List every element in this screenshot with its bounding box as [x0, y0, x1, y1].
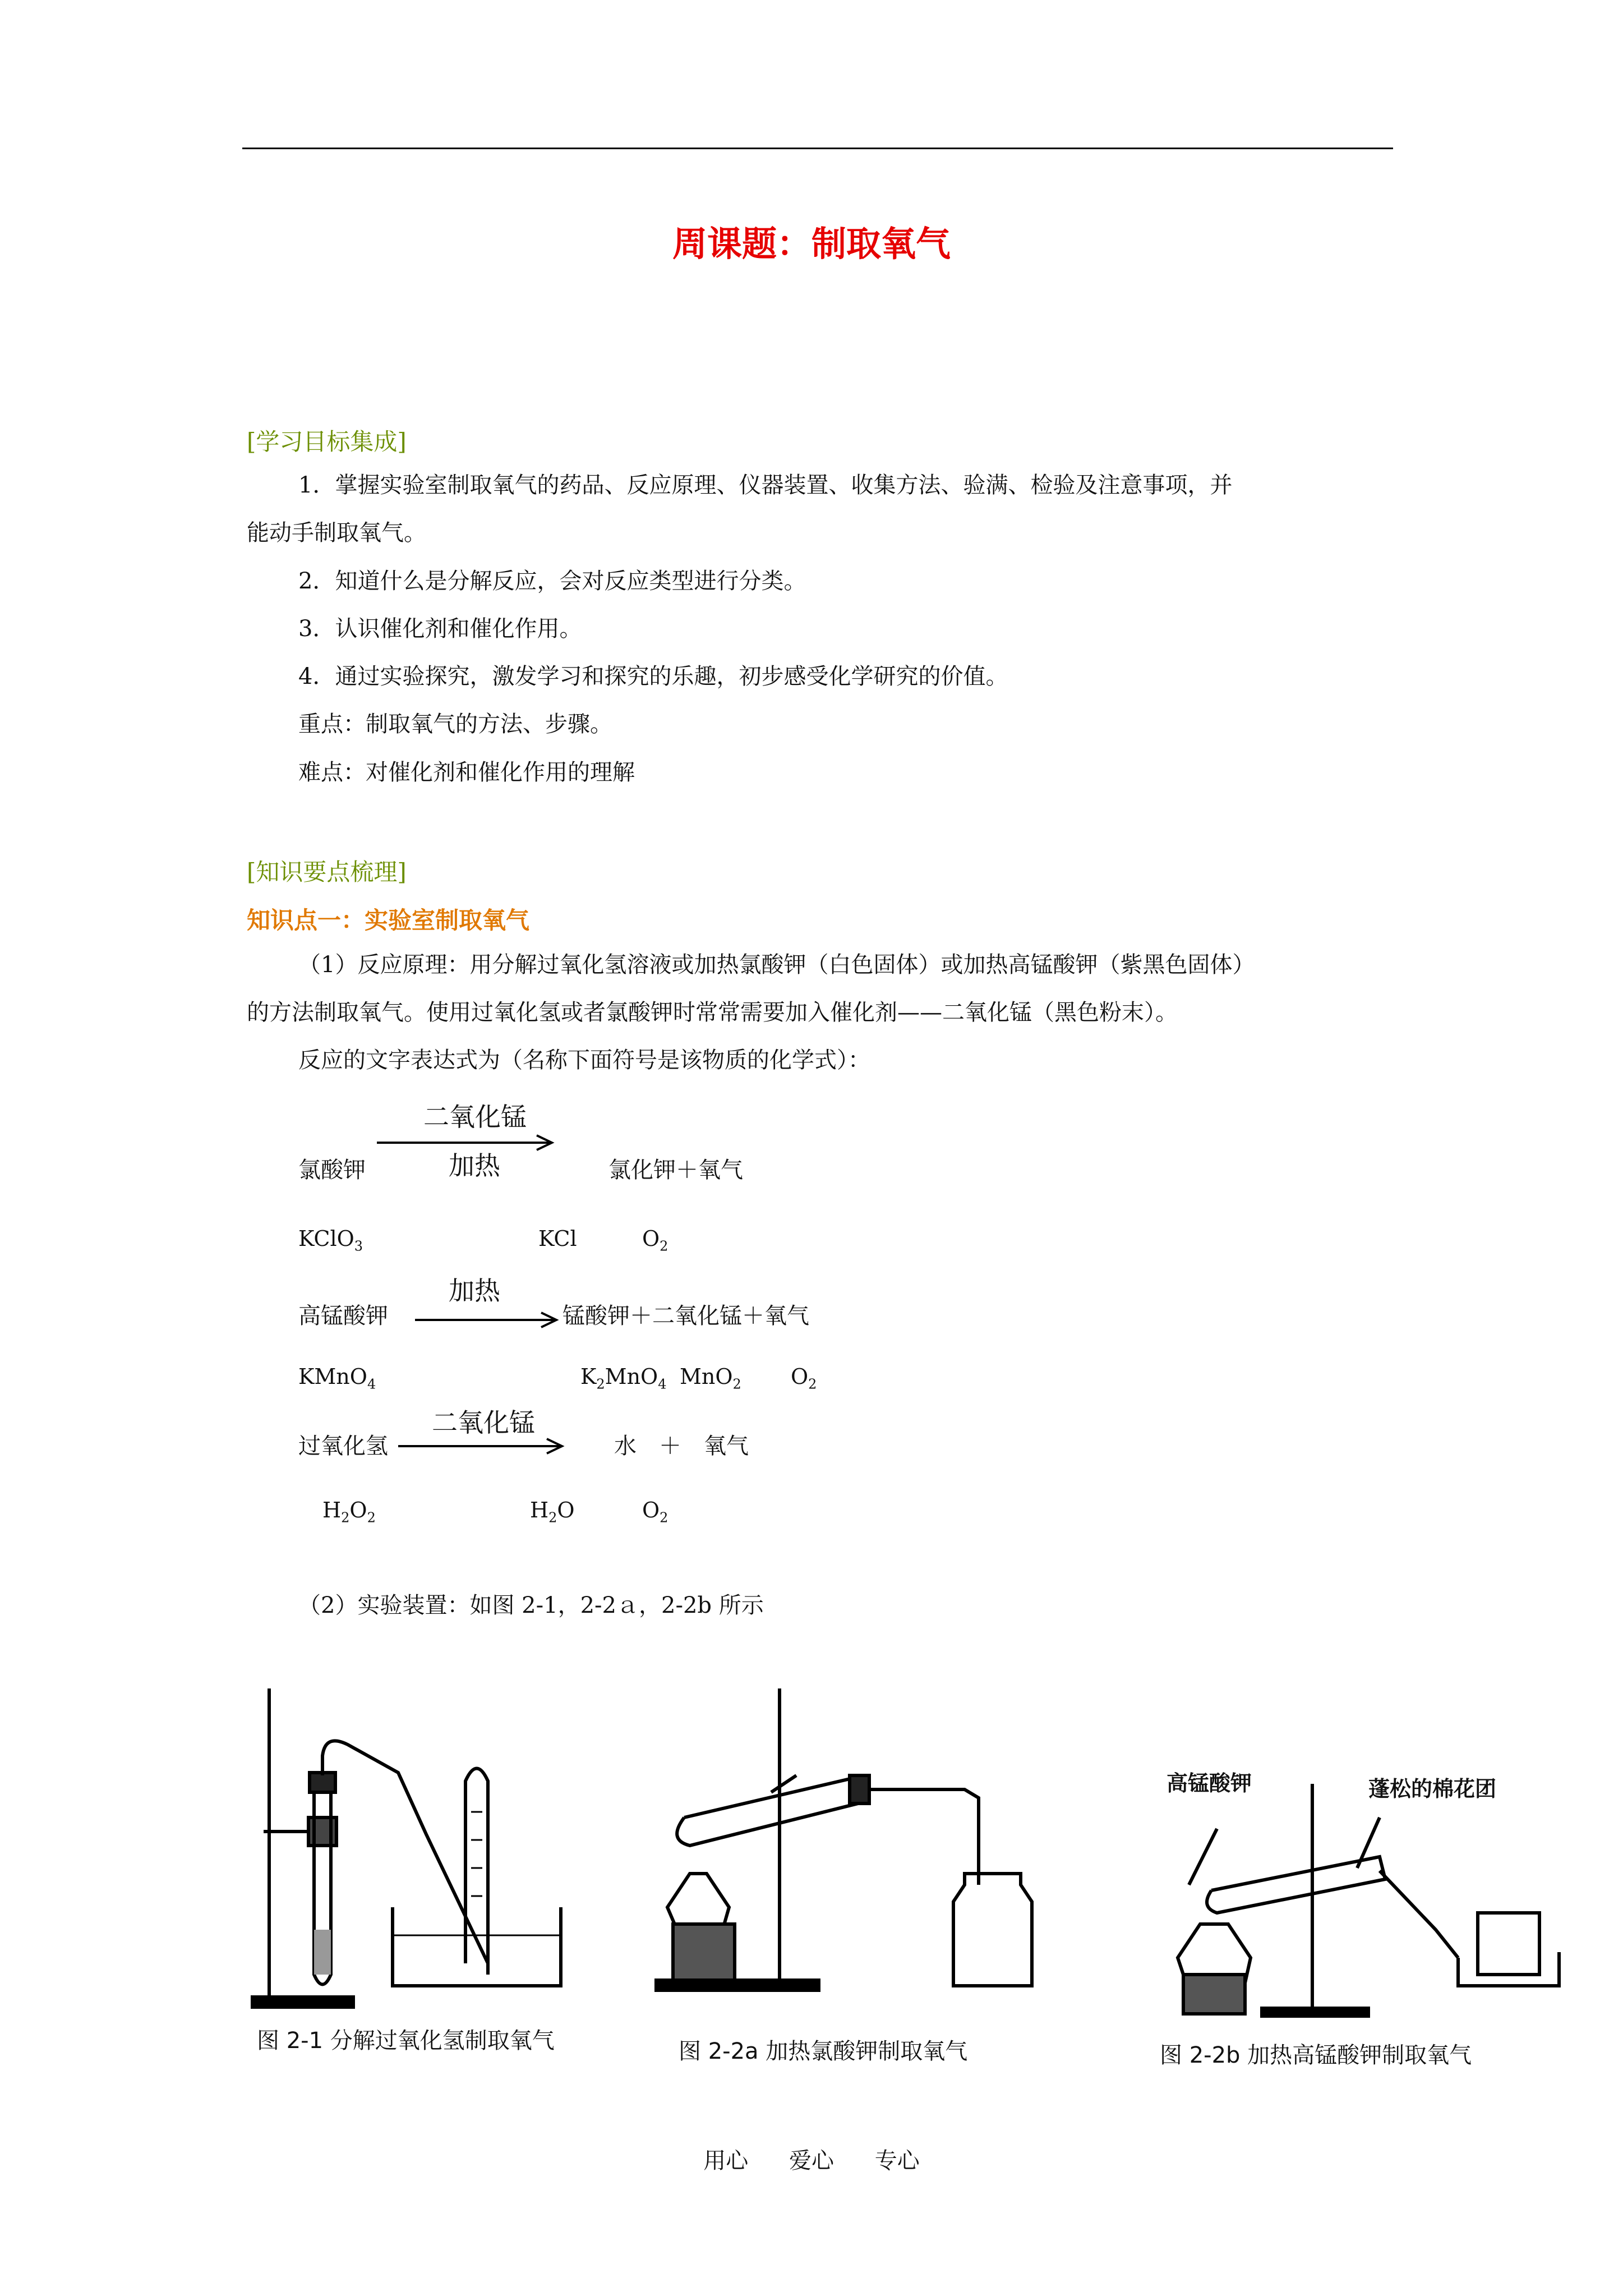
figure-2-2b-label-cotton: 蓬松的棉花团 — [1368, 1777, 1497, 1801]
reaction-3-formula-product: $O_2$ — [642, 1498, 668, 1526]
reaction-arrow — [415, 1312, 561, 1328]
principle-line-2: 的方法制取氧气。使用过氧化氢或者氯酸钾时常常需要加入催化剂——二氧化锰（黑色粉末）。 — [247, 1000, 1178, 1025]
reaction-1-formula-product: KCl — [538, 1226, 577, 1251]
figure-2-2a-apparatus-drawing — [651, 1683, 1054, 2003]
goal-item: 1．掌握实验室制取氧气的药品、反应原理、仪器装置、收集方法、验满、检验及注意事项，并 — [298, 472, 1233, 498]
reaction-3-catalyst: 二氧化锰 — [432, 1407, 535, 1438]
reaction-1-reactant: 氯酸钾 — [298, 1157, 366, 1183]
footer — [0, 2143, 1623, 2175]
principle-line-1: （1）反应原理：用分解过氧化氢溶液或加热氯酸钾（白色固体）或加热高锰酸钾（紫黑色固体） — [298, 952, 1255, 978]
goals-heading: [学习目标集成] — [247, 428, 407, 455]
key-point: 重点：制取氧气的方法、步骤。 — [298, 711, 612, 737]
apparatus-paragraph: （2）实验装置：如图 2-1，2-2ａ，2-2b 所示 — [298, 1593, 764, 1618]
footer-item: 专心 — [874, 2148, 920, 2174]
reaction-2-products: 锰酸钾＋二氧化锰＋氧气 — [562, 1303, 809, 1329]
reaction-2-formula-product: $K_2MnO_4$ — [580, 1364, 667, 1392]
goal-item: 能动手制取氧气。 — [247, 520, 426, 546]
reaction-1-catalyst: 二氧化锰 — [423, 1102, 527, 1132]
figure-2-2b-label-kmno4: 高锰酸钾 — [1166, 1771, 1252, 1796]
reaction-1-products: 氯化钾＋氧气 — [608, 1157, 743, 1183]
expression-intro: 反应的文字表达式为（名称下面符号是该物质的化学式）： — [298, 1047, 870, 1073]
goal-item: 4．通过实验探究，激发学习和探究的乐趣，初步感受化学研究的价值。 — [298, 664, 1008, 689]
footer-item: 用心 — [703, 2148, 749, 2174]
reaction-3-formula-reactant: $H_2O_2$ — [322, 1498, 376, 1526]
reaction-2-condition: 加热 — [449, 1276, 500, 1306]
figure-2-2a-caption: 图 2-2a 加热氯酸钾制取氧气 — [679, 2039, 968, 2064]
figure-2-2b-caption: 图 2-2b 加热高锰酸钾制取氧气 — [1160, 2042, 1472, 2068]
footer-item: 爱心 — [789, 2148, 834, 2174]
reaction-arrow — [398, 1438, 566, 1455]
figure-2-2b-apparatus-drawing — [1166, 1773, 1570, 2031]
reaction-3-products: 水 ＋ 氧气 — [614, 1433, 749, 1459]
figure-2-1-apparatus-drawing — [247, 1683, 594, 2014]
knowledge-point-1: 知识点一：实验室制取氧气 — [247, 907, 530, 934]
reaction-3-formula-product: $H_2O$ — [530, 1498, 575, 1526]
reaction-1-formula-product: $O_2$ — [642, 1226, 668, 1254]
difficult-point: 难点：对催化剂和催化作用的理解 — [298, 760, 635, 785]
knowledge-heading: [知识要点梳理] — [247, 858, 407, 886]
reaction-2-reactant: 高锰酸钾 — [298, 1303, 388, 1329]
reaction-3-reactant: 过氧化氢 — [298, 1433, 388, 1459]
goal-item: 3．认识催化剂和催化作用。 — [298, 616, 582, 642]
figure-2-1-caption: 图 2-1 分解过氧化氢制取氧气 — [257, 2028, 555, 2054]
reaction-2-formula-product: $O_2$ — [791, 1364, 817, 1392]
reaction-2-formula-reactant: KMnO$_4$ — [298, 1364, 376, 1392]
reaction-2-formula-product: MnO$_2$ — [680, 1364, 741, 1392]
reaction-1-formula-reactant: KClO$_3$ — [298, 1226, 363, 1254]
header-rule — [242, 148, 1393, 149]
page-title: 周课题：制取氧气 — [672, 223, 951, 264]
reaction-1-condition: 加热 — [449, 1151, 500, 1181]
goal-item: 2．知道什么是分解反应，会对反应类型进行分类。 — [298, 568, 806, 594]
